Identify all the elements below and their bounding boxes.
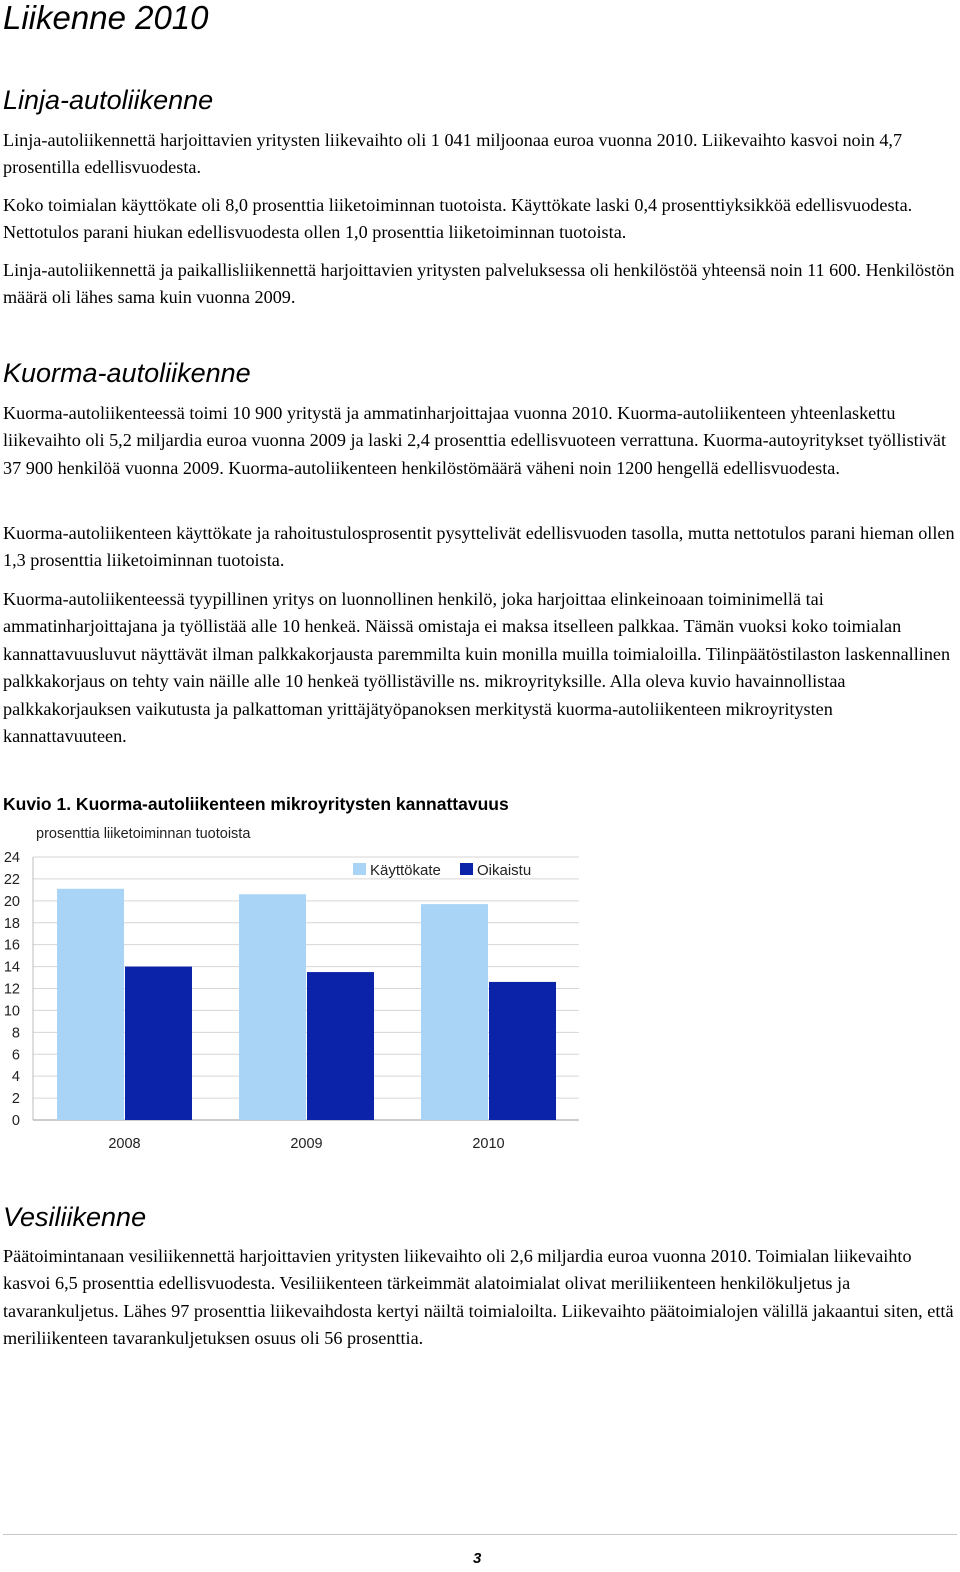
bar-oikaistu-2009 — [307, 972, 374, 1120]
bar-käyttökate-2009 — [239, 894, 306, 1120]
section-heading-vesi: Vesiliikenne — [3, 1202, 147, 1232]
y-tick-label: 24 — [3, 850, 20, 866]
y-tick-label: 14 — [3, 959, 20, 976]
x-tick-label: 2008 — [108, 1136, 141, 1152]
bar-oikaistu-2010 — [489, 982, 556, 1120]
footer-divider — [3, 1534, 957, 1535]
y-tick-label: 12 — [3, 981, 20, 998]
x-tick-label: 2009 — [290, 1136, 323, 1152]
paragraph: Kuorma-autoliikenteen käyttökate ja rahoitustulosprosentit pysyttelivät edellisvuoden tasolla, mutta nettotulos parani hieman ollen 1,3 prosenttia liiketoiminnan tuotoista. — [3, 523, 955, 571]
y-tick-label: 8 — [11, 1025, 20, 1042]
paragraph: Linja-autoliikennettä ja paikallisliikennettä harjoittavien yritysten palveluksessa oli henkilöstöä yhteensä noin 11 600. Henkilöstön määrä oli lähes sama kuin vuonna 2009. — [3, 260, 955, 308]
legend-label: Oikaistu — [477, 862, 532, 879]
y-tick-label: 16 — [3, 937, 20, 954]
paragraph: Kuorma-autoliikenteessä toimi 10 900 yritystä ja ammatinharjoittajaa vuonna 2010. Kuorma-autoliikenteen yhteenlaskettu liikevaihto oli 5,2 miljardia euroa vuonna 2009 ja laski 2,4 prosenttia edellisvuoteen verrattuna. Kuorma-autoyritykset työllistivät 37 900 henkilöä vuonna 2009. Kuorma-autoliikenteen henkilöstömäärä väheni noin 1200 hengellä edellisvuodesta. — [3, 403, 946, 478]
bar-chart — [3, 820, 603, 1160]
legend-swatch-oikaistu — [460, 863, 473, 875]
section-heading-kuorma: Kuorma-autoliikenne — [3, 358, 251, 388]
bar-oikaistu-2008 — [125, 967, 192, 1120]
bar-käyttökate-2010 — [421, 904, 488, 1120]
bar-käyttökate-2008 — [57, 889, 124, 1120]
x-tick-label: 2010 — [472, 1136, 505, 1152]
paragraph: Linja-autoliikennettä harjoittavien yritysten liikevaihto oli 1 041 miljoonaa euroa vuonna 2010. Liikevaihto kasvoi noin 4,7 prosentilla edellisvuodesta. — [3, 130, 903, 178]
paragraph: Kuorma-autoliikenteessä tyypillinen yritys on luonnollinen henkilö, joka harjoittaa elinkeinoaan toiminimellä tai ammatinharjoittajana ja työllistää alle 10 henkeä. Näissä omistaja ei maksa itselleen palkkaa. Tämän vuoksi koko toimialan kannattavuusluvut näyttävät ilman palkkakorjausta paremmilta kuin monilla muilla toimialoilla. Tilinpäätöstilaston laskennallinen palkkakorjaus on tehty vain näille alle 10 henkeä työllistäville ns. mikroyrityksille. Alla oleva kuvio havainnollistaa palkkakorjauksen vaikutusta ja palkattoman yrittäjätyöpanoksen merkitystä kuorma-autoliikenteen mikroyritysten kannattavuuteen. — [3, 589, 951, 747]
y-tick-label: 0 — [11, 1113, 20, 1129]
page-number: 3 — [473, 1550, 482, 1567]
y-tick-label: 20 — [3, 893, 20, 910]
y-axis-label: prosenttia liiketoiminnan tuotoista — [36, 826, 251, 842]
y-tick-label: 10 — [3, 1003, 20, 1020]
paragraph: Päätoimintanaan vesiliikennettä harjoittavien yritysten liikevaihto oli 2,6 miljardia euroa vuonna 2010. Toimialan liikevaihto kasvoi 6,5 prosenttia edellisvuodesta. Vesiliikenteen tärkeimmät alatoimialat olivat meriliikenteen henkilökuljetus ja tavarankuljetus. Lähes 97 prosenttia liikevaihdosta kertyi näiltä toimialoilta. Liikevaihto päätoimialojen välillä jakaantui siten, että meriliikenteen tavarankuljetuksen osuus oli 56 prosenttia. — [3, 1246, 954, 1349]
legend-swatch-käyttökate — [353, 863, 366, 875]
y-tick-label: 18 — [3, 915, 20, 932]
y-tick-label: 2 — [11, 1091, 20, 1108]
legend-label: Käyttökate — [370, 862, 441, 879]
y-tick-label: 6 — [11, 1047, 20, 1064]
y-tick-label: 4 — [11, 1069, 20, 1086]
y-tick-label: 22 — [3, 871, 20, 888]
figure-caption: Kuvio 1. Kuorma-autoliikenteen mikroyritysten kannattavuus — [3, 794, 509, 814]
page-title: Liikenne 2010 — [3, 0, 209, 36]
section-heading-linja: Linja-autoliikenne — [3, 85, 214, 115]
paragraph: Koko toimialan käyttökate oli 8,0 prosenttia liiketoiminnan tuotoista. Käyttökate laski 0,4 prosenttiyksikköä edellisvuodesta. Nettotulos parani hiukan edellisvuodesta ollen 1,0 prosenttia liiketoiminnan tuotoista. — [3, 195, 913, 243]
